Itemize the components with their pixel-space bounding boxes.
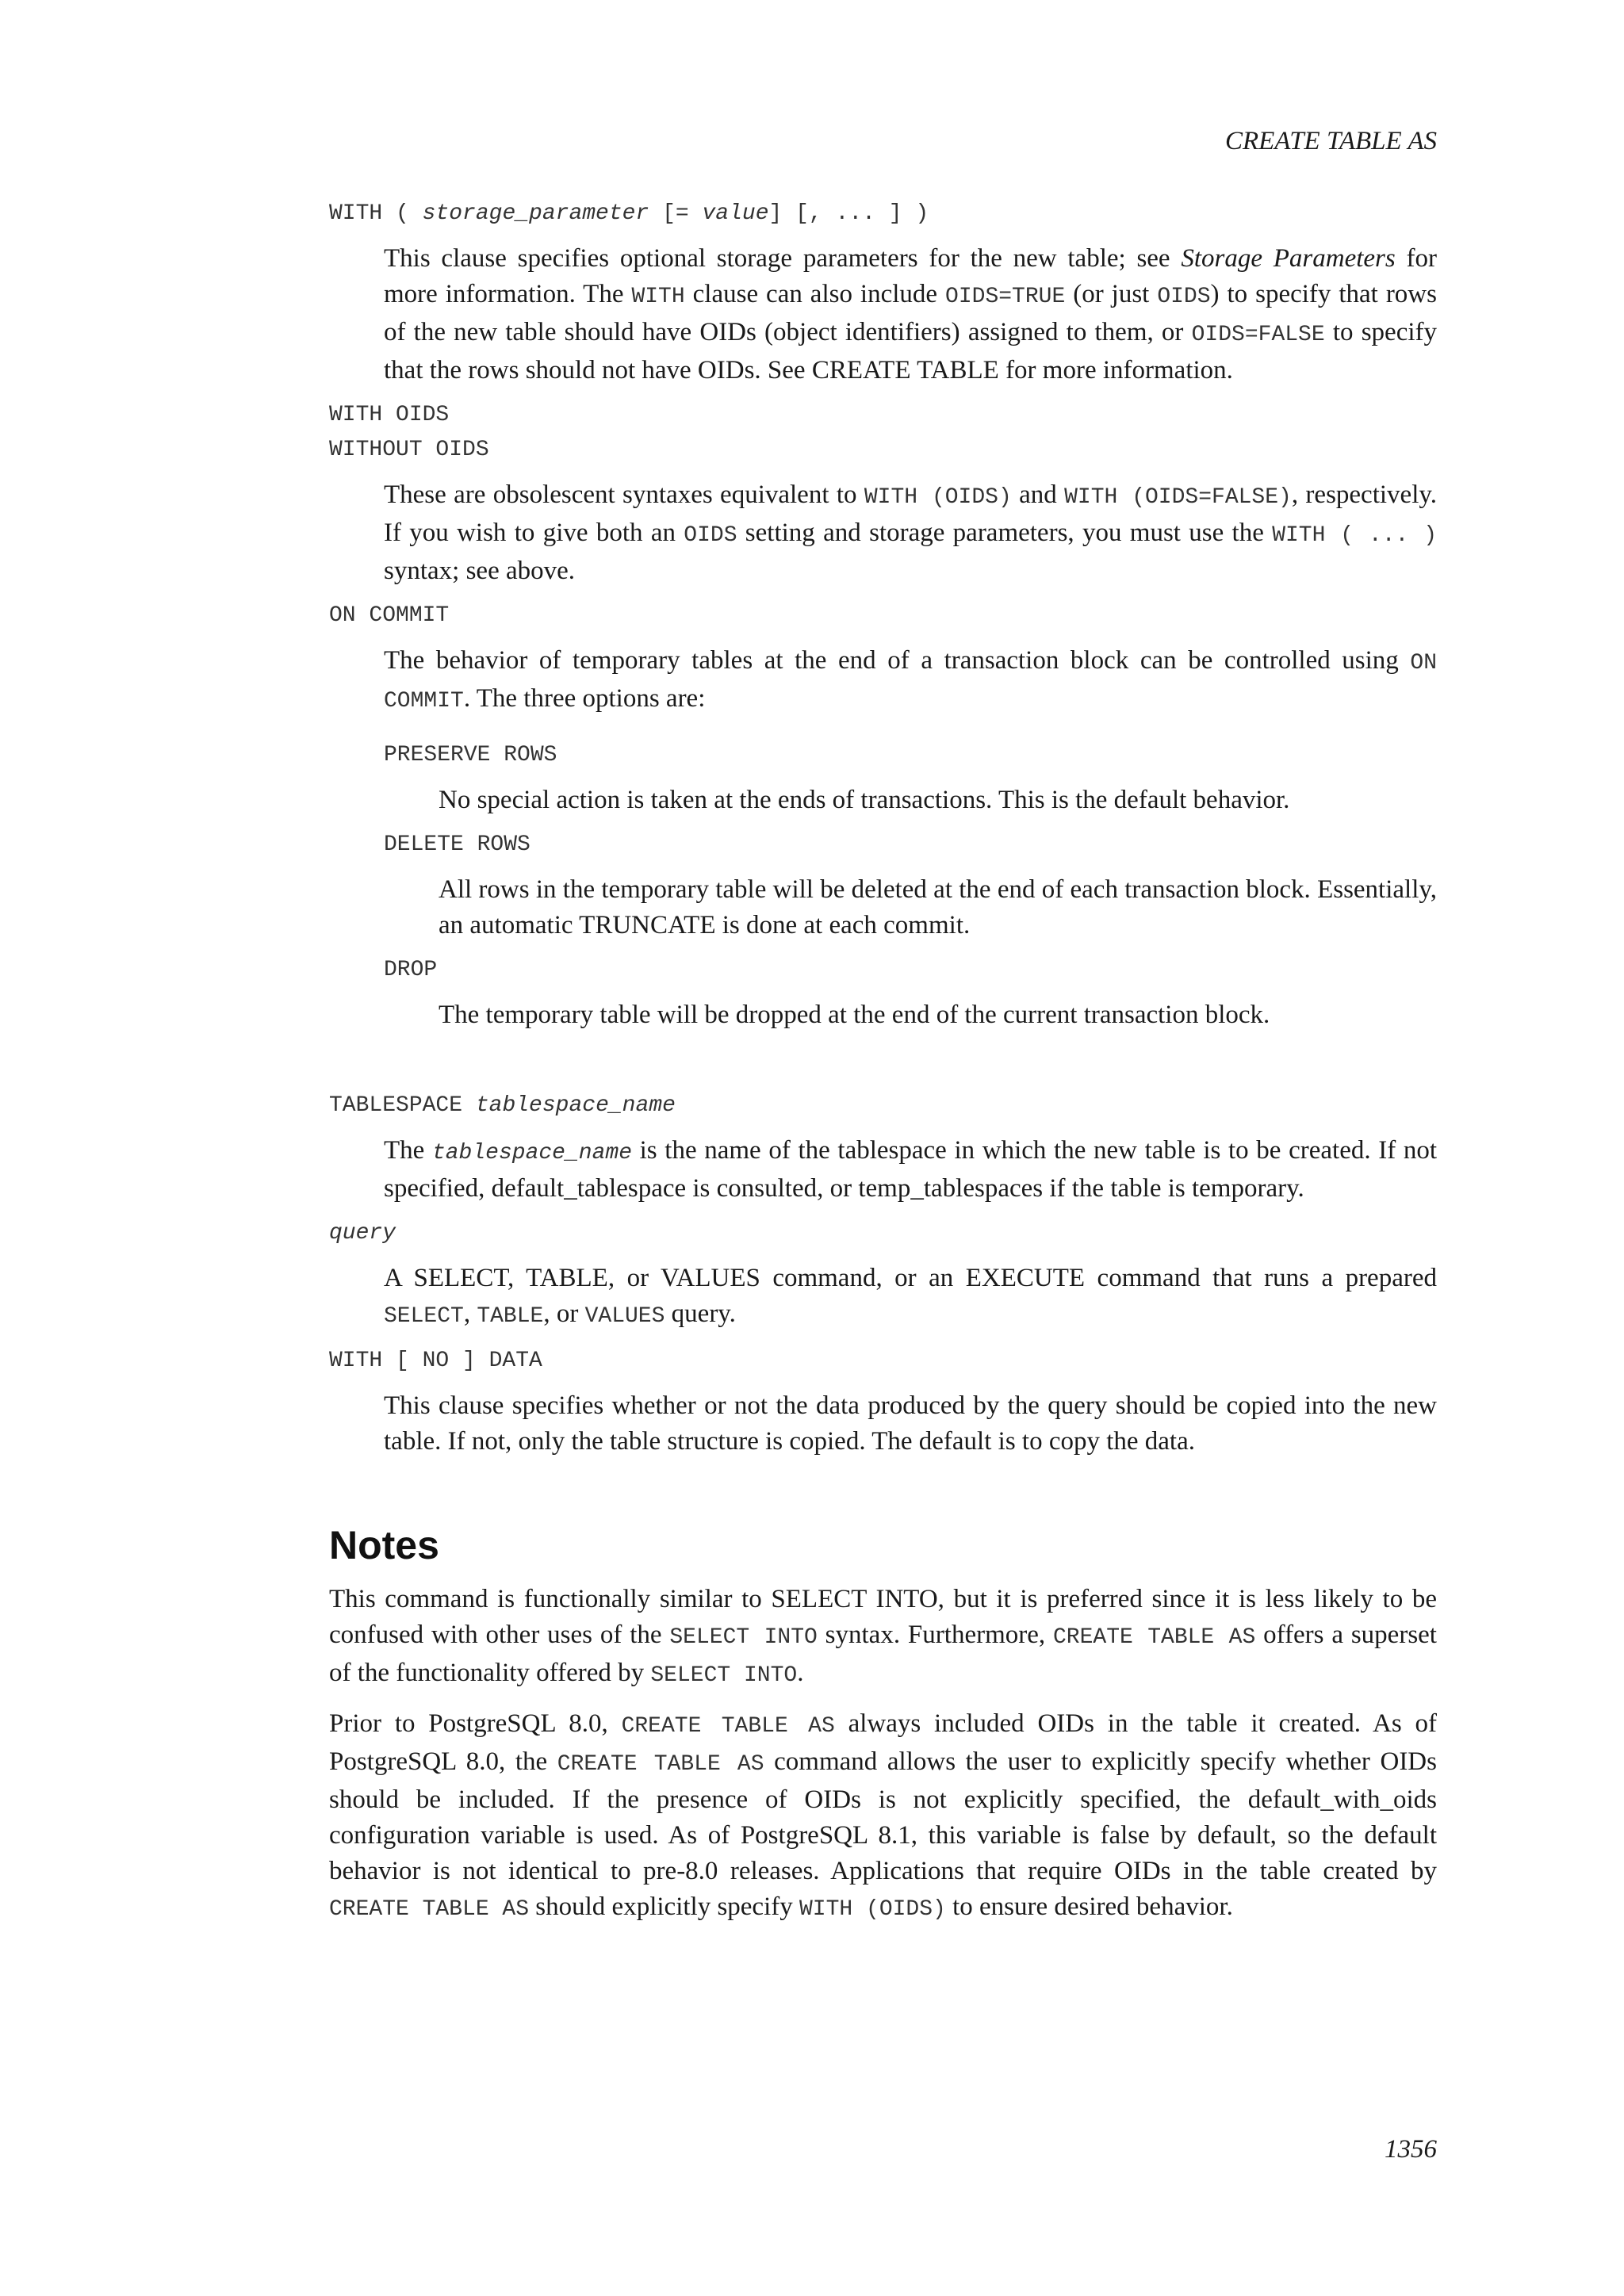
desc-delete-rows: All rows in the temporary table will be deleted at the end of each transaction block. Essentially, an automatic TRUNCATE is done at each commit.: [439, 875, 1437, 939]
desc-text: This clause specifies optional storage parameters for the new table; see: [384, 244, 1182, 273]
inline-code: CREATE TABLE AS: [329, 1897, 530, 1922]
running-header: CREATE TABLE AS: [1224, 127, 1437, 155]
section-heading-notes: Notes: [329, 1523, 439, 1567]
desc-query: [384, 1261, 1437, 1334]
para-text: should explicitly specify: [529, 1892, 799, 1921]
desc-text: clause can also include: [684, 280, 946, 308]
inline-code: SELECT INTO: [650, 1663, 798, 1688]
inline-code: OIDS=FALSE: [1191, 323, 1325, 347]
inline-code: ON COMMIT: [384, 651, 1437, 714]
para-text: This command is functionally similar to SELECT INTO, but it is preferred since it is less likely to be confused with other uses of the: [329, 1585, 1437, 1649]
desc-with-oids: [384, 477, 1437, 589]
desc-on-commit: [384, 643, 1437, 719]
inline-code: OIDS=TRUE: [945, 285, 1066, 309]
page-content: [329, 197, 1437, 1927]
link-storage-parameters[interactable]: Storage Parameters: [1181, 244, 1396, 273]
term-text: [=: [649, 201, 703, 226]
desc-text: for more information. The: [384, 244, 1437, 308]
desc-text: setting and storage parameters, you must use the: [737, 519, 1273, 547]
inline-code: WITH (OIDS): [799, 1897, 946, 1922]
desc-text: A SELECT, TABLE, or VALUES command, or an EXECUTE command that runs a prepared: [384, 1264, 1437, 1292]
para-text: command allows the user to explicitly specify whether OIDs should be included. If the presence of OIDs is not explicitly specified, the default_with_oids configuration variable is used. As of PostgreSQL 8.1, this variable is false by default, so the default behavior is not identical to pre-8.0 releases. Applications that require OIDs in the table created by: [329, 1747, 1437, 1885]
desc-text: ,: [463, 1299, 477, 1328]
desc-with-storage-parameter: [384, 241, 1437, 388]
desc-text: , respectively. If you wish to give both an: [384, 480, 1437, 547]
desc-text: to specify that the rows should not have OIDs. See CREATE TABLE for more information.: [384, 318, 1437, 385]
term-with-storage-parameter: [329, 197, 1437, 232]
para-text: always included OIDs in the table it created. As of PostgreSQL 8.0, the: [329, 1709, 1437, 1776]
desc-text: The: [384, 1136, 432, 1165]
desc-text: ) to specify that rows of the new table should have OIDs (object identifiers) assigned to them, or: [384, 280, 1437, 346]
term-query: [329, 1216, 1437, 1251]
term-tablespace: [329, 1089, 1437, 1123]
inline-code: VALUES: [584, 1304, 665, 1329]
term-without-oids: WITHOUT OIDS: [329, 438, 489, 462]
desc-text: query.: [665, 1299, 736, 1328]
term-text: ] [, ... ] ): [768, 201, 929, 226]
desc-text: and: [1011, 480, 1065, 509]
page-number: 1356: [1385, 2135, 1437, 2164]
term-text: TABLESPACE: [329, 1093, 476, 1118]
desc-text: syntax; see above.: [384, 557, 576, 585]
notes-paragraph-1: [329, 1582, 1437, 1693]
inline-code: WITH (OIDS): [864, 485, 1012, 510]
inline-code: CREATE TABLE AS: [557, 1752, 764, 1777]
term-preserve-rows: PRESERVE ROWS: [384, 743, 557, 767]
desc-text: . The three options are:: [463, 684, 706, 713]
term-with-data: WITH [ NO ] DATA: [329, 1349, 542, 1373]
term-replaceable: query: [329, 1221, 396, 1246]
desc-with-data: This clause specifies whether or not the data produced by the query should be copied into the new table. If not, only the table structure is copied. The default is to copy the data.: [384, 1391, 1437, 1456]
desc-preserve-rows: No special action is taken at the ends of transactions. This is the default behavior.: [439, 786, 1290, 814]
para-text: .: [797, 1659, 804, 1687]
para-text: to ensure desired behavior.: [945, 1892, 1233, 1921]
term-drop: DROP: [384, 958, 438, 982]
inline-code: WITH (OIDS=FALSE): [1064, 485, 1292, 510]
term-replaceable: storage_parameter: [422, 201, 649, 226]
inline-code: OIDS: [1157, 285, 1211, 309]
desc-text: The behavior of temporary tables at the end of a transaction block can be controlled using: [384, 646, 1411, 675]
inline-code: WITH ( ... ): [1272, 523, 1437, 548]
inline-code: SELECT INTO: [669, 1625, 818, 1650]
desc-text: These are obsolescent syntaxes equivalent to: [384, 480, 864, 509]
inline-code: OIDS: [684, 523, 737, 548]
inline-code-replaceable: tablespace_name: [431, 1141, 632, 1165]
term-on-commit: ON COMMIT: [329, 603, 450, 628]
para-text: Prior to PostgreSQL 8.0,: [329, 1709, 622, 1738]
desc-text: (or just: [1065, 280, 1158, 308]
inline-code: WITH: [631, 285, 685, 309]
para-text: syntax. Furthermore,: [817, 1621, 1053, 1649]
desc-drop: The temporary table will be dropped at the end of the current transaction block.: [439, 1001, 1270, 1029]
desc-text: is the name of the tablespace in which the new table is to be created. If not specified, default_tablespace is consulted, or temp_tablespaces if the table is temporary.: [384, 1136, 1438, 1203]
inline-code: CREATE TABLE AS: [621, 1714, 835, 1739]
term-with-oids: WITH OIDS: [329, 403, 450, 427]
inline-code: SELECT: [384, 1304, 464, 1329]
term-replaceable: value: [702, 201, 769, 226]
inline-code: TABLE: [477, 1304, 544, 1329]
desc-text: , or: [543, 1299, 585, 1328]
desc-tablespace: [384, 1133, 1437, 1207]
para-text: offers a superset of the functionality offered by: [329, 1621, 1437, 1687]
inline-code: CREATE TABLE AS: [1053, 1625, 1256, 1650]
term-replaceable: tablespace_name: [475, 1093, 676, 1118]
term-delete-rows: DELETE ROWS: [384, 832, 530, 857]
term-text: WITH (: [329, 201, 423, 226]
notes-paragraph-2: [329, 1706, 1437, 1927]
